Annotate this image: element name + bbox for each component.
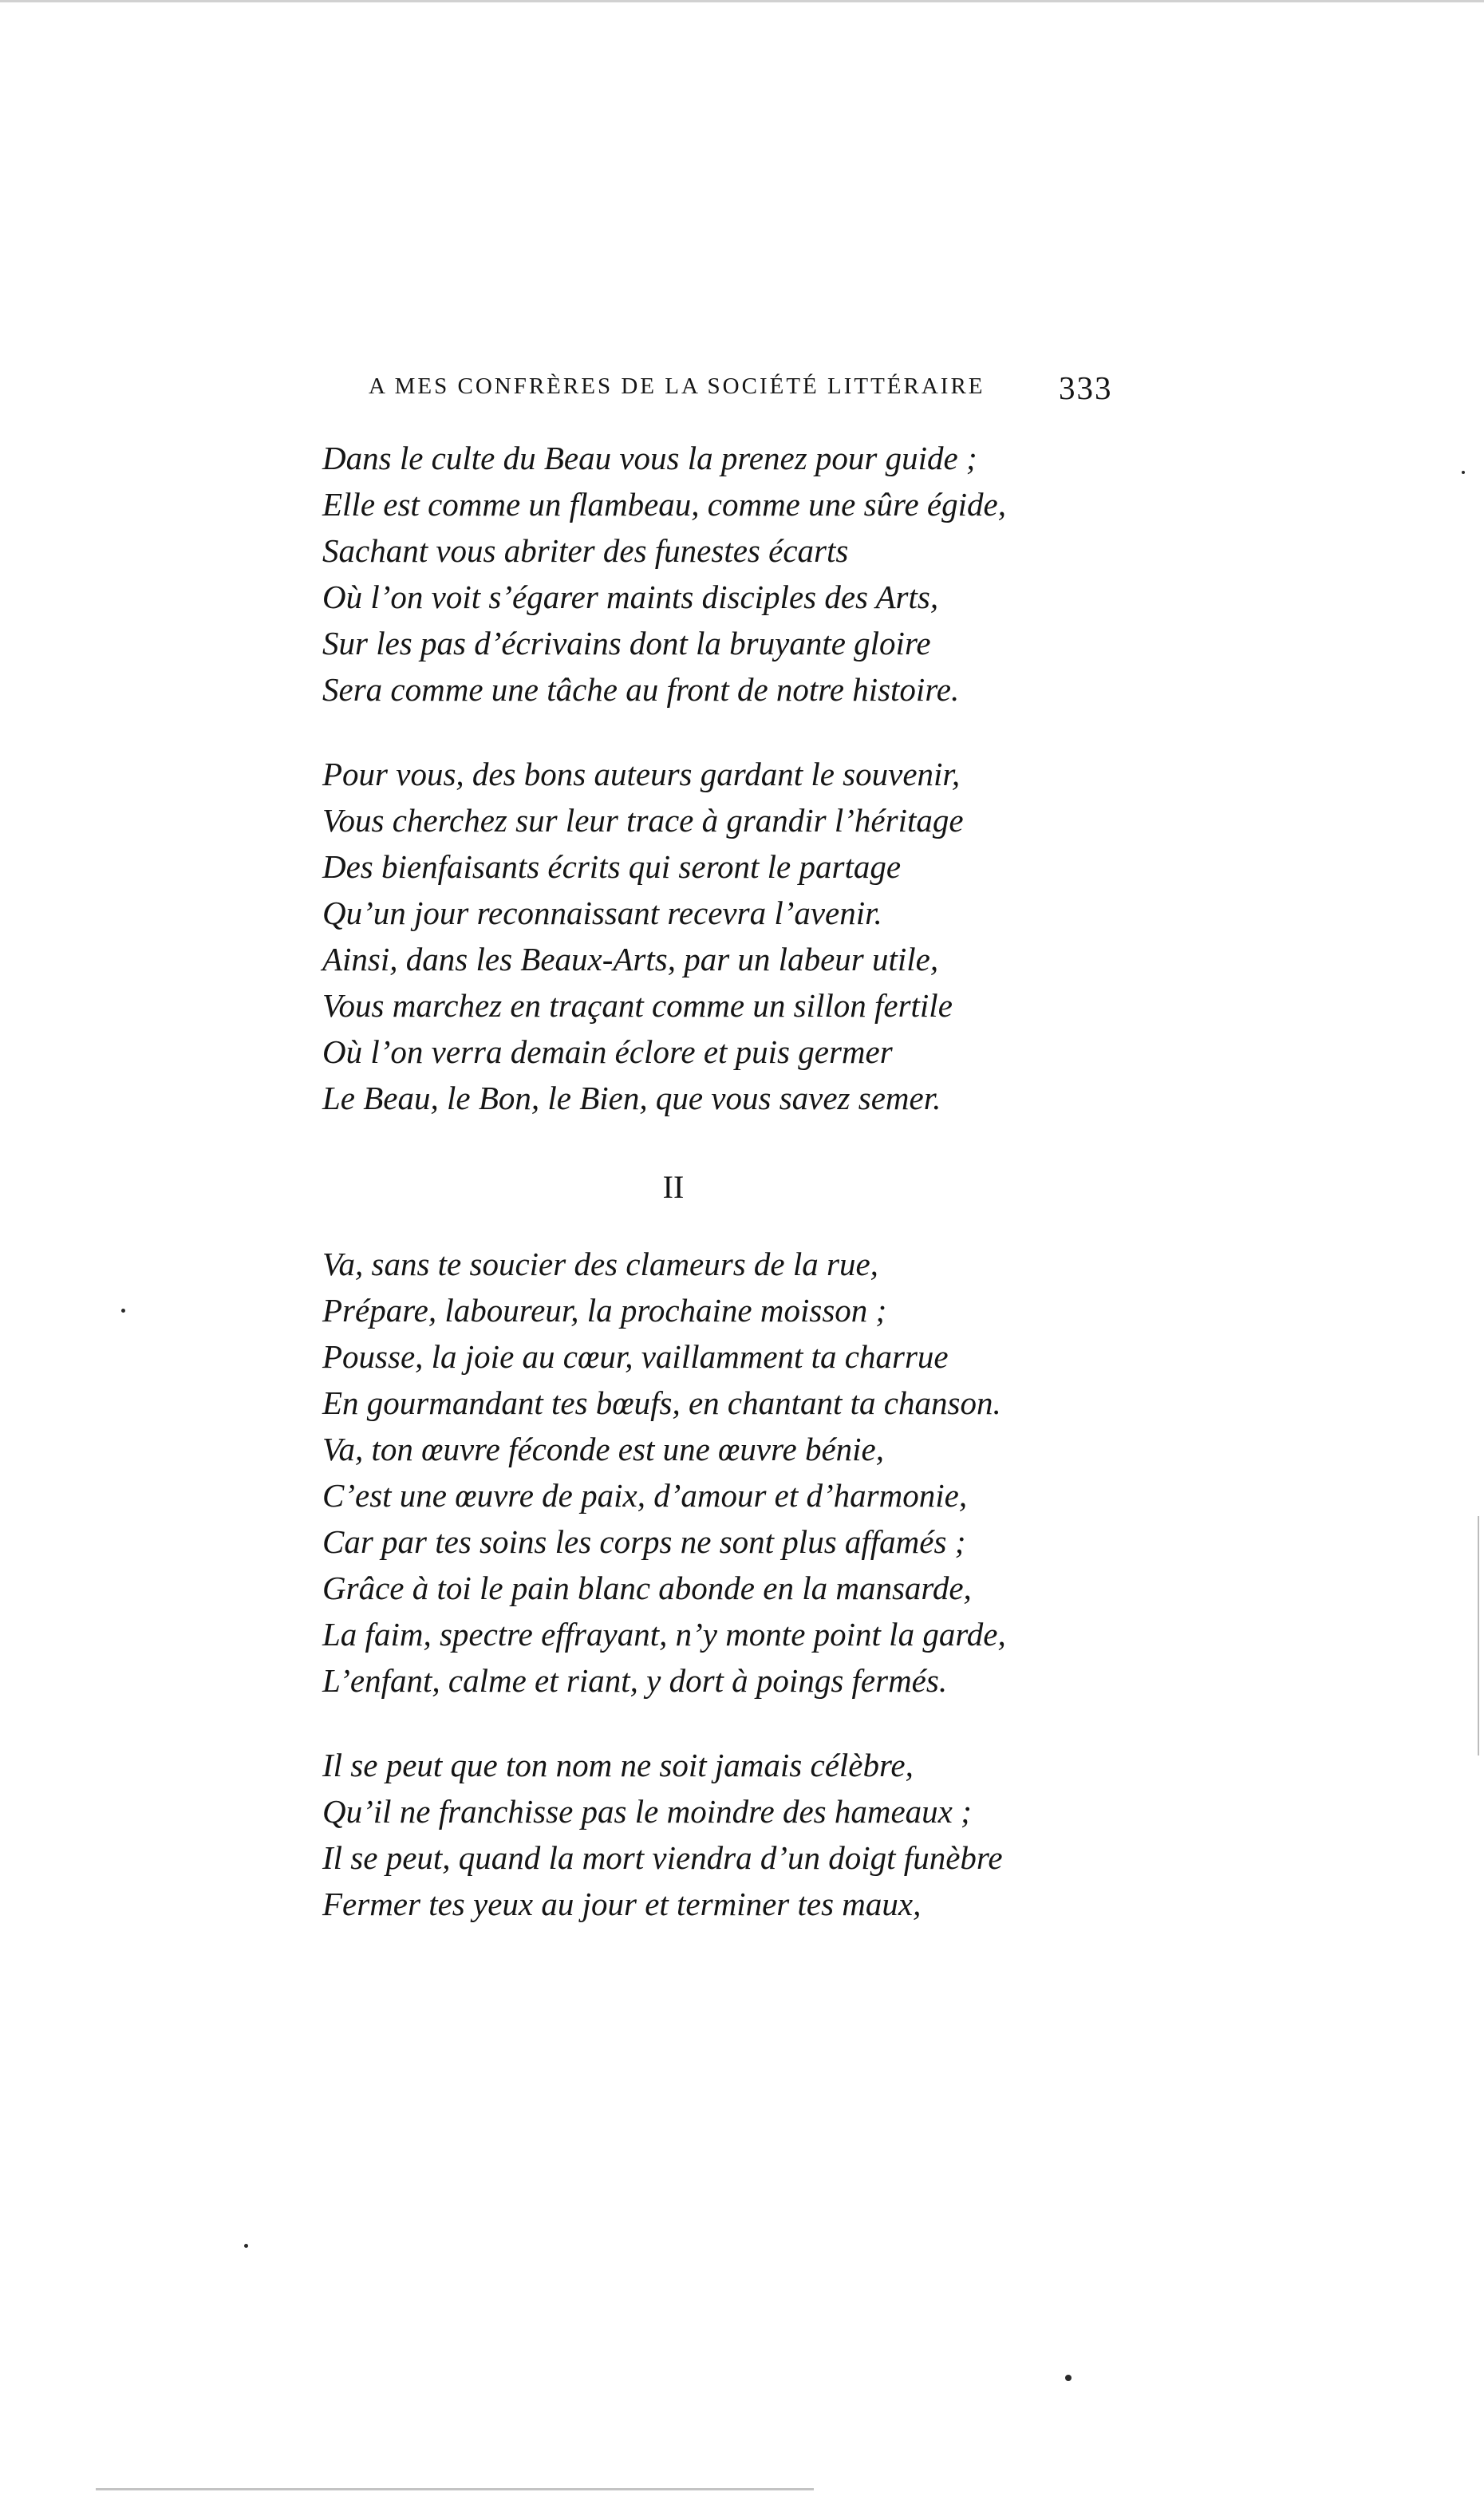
verse-line: Qu’un jour reconnaissant recevra l’avenir. [322,895,882,931]
verse-line: Vous cherchez sur leur trace à grandir l’héritage [322,802,964,839]
verse-line: Sur les pas d’écrivains dont la bruyante gloire [322,625,931,662]
verse-line: Dans le culte du Beau vous la prenez pour guide ; [322,440,977,476]
poem-body [322,435,1040,1927]
stanza-3 [322,1241,1040,1704]
verse-line: Il se peut que ton nom ne soit jamais célèbre, [322,1747,914,1783]
verse-line: Des bienfaisants écrits qui seront le partage [322,848,902,885]
section-break [322,1210,1040,1241]
verse-line: Prépare, laboureur, la prochaine moisson ; [322,1292,887,1329]
running-title: A MES CONFRÈRES DE LA SOCIÉTÉ LITTÉRAIRE [369,373,985,399]
scan-edge-top [0,0,1484,2]
verse-line: Car par tes soins les corps ne sont plus affamés ; [322,1523,966,1560]
scan-edge-right [1478,1516,1479,1755]
verse-line: Il se peut, quand la mort viendra d’un doigt funèbre [322,1839,1003,1876]
verse-line: Ainsi, dans les Beaux-Arts, par un labeur utile, [322,941,939,977]
stanza-break [322,713,1040,751]
verse-line: Pour vous, des bons auteurs gardant le souvenir, [322,756,961,792]
verse-line: Sachant vous abriter des funestes écarts [322,532,849,569]
verse-line: Pousse, la joie au cœur, vaillamment ta charrue [322,1338,949,1375]
verse-line: L’enfant, calme et riant, y dort à poings fermés. [322,1662,948,1699]
stanza-2 [322,751,1040,1121]
verse-line: Vous marchez en traçant comme un sillon fertile [322,987,953,1024]
stanza-4 [322,1742,1040,1927]
stanza-break [322,1704,1040,1742]
section-break [322,1121,1040,1164]
scan-speck [1065,2375,1072,2381]
verse-line: Où l’on verra demain éclore et puis germer [322,1033,893,1070]
verse-line: Va, sans te soucier des clameurs de la rue, [322,1246,878,1282]
scan-speck [244,2244,248,2248]
verse-line: Le Beau, le Bon, le Bien, que vous savez semer. [322,1080,941,1116]
verse-line: Va, ton œuvre féconde est une œuvre bénie, [322,1431,885,1467]
verse-line: Elle est comme un flambeau, comme une sûre égide, [322,486,1006,523]
scan-speck [1462,471,1465,474]
page-number: 333 [1059,369,1113,406]
verse-line: Qu’il ne franchisse pas le moindre des hameaux ; [322,1793,972,1830]
scan-edge-bottom [96,2488,814,2490]
verse-line: Fermer tes yeux au jour et terminer tes maux, [322,1886,922,1922]
verse-line: C’est une œuvre de paix, d’amour et d’harmonie, [322,1477,968,1514]
verse-line: Où l’on voit s’égarer maints disciples des Arts, [322,579,939,615]
running-header [369,369,1166,409]
stanza-1 [322,435,1040,713]
verse-line: La faim, spectre effrayant, n’y monte point la garde, [322,1616,1006,1653]
scan-speck [121,1309,125,1313]
verse-line: Sera comme une tâche au front de notre histoire. [322,671,960,708]
verse-line: En gourmandant tes bœufs, en chantant ta chanson. [322,1384,1001,1421]
section-numeral: II [662,1169,685,1205]
verse-line: Grâce à toi le pain blanc abonde en la mansarde, [322,1570,972,1606]
